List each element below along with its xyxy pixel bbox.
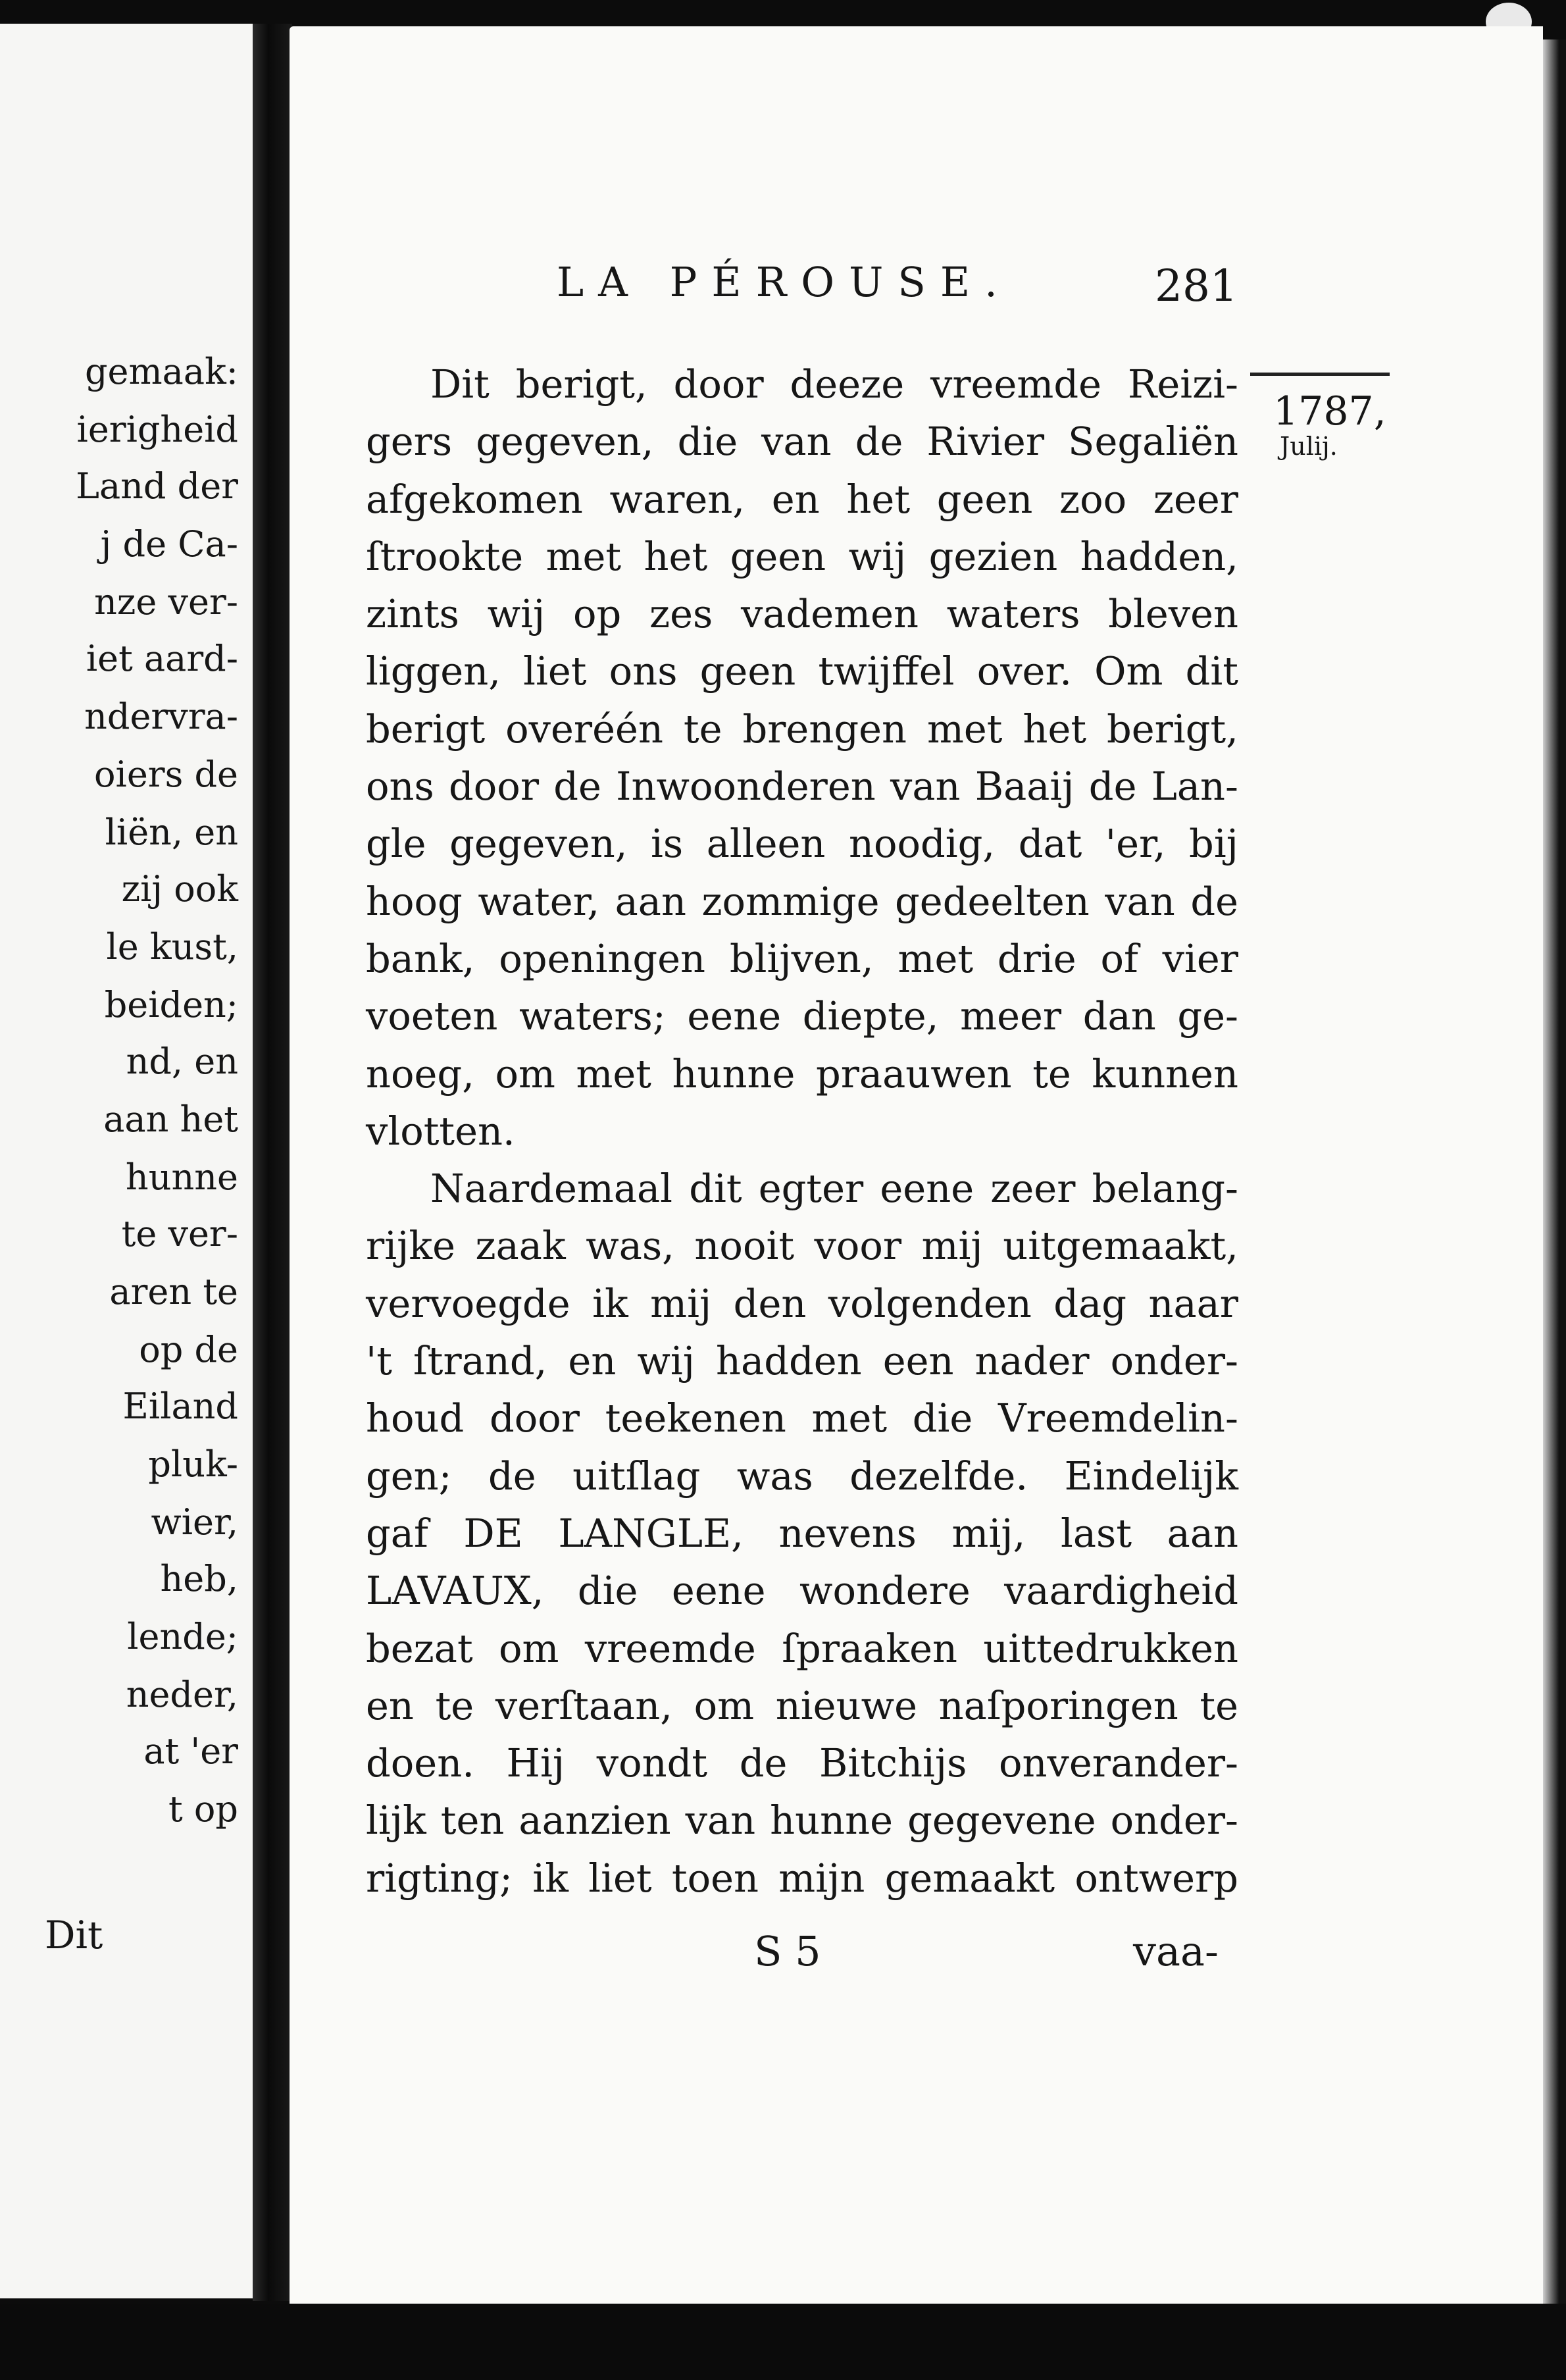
left-text-line: t op: [168, 1788, 238, 1830]
text-line: gen; de uitſlag was dezelfde. Eindelijk: [366, 1453, 1238, 1499]
left-text-line: wier,: [151, 1501, 238, 1543]
previous-page-fragment: [0, 24, 253, 2298]
left-text-line: le kust,: [106, 926, 238, 968]
text-line: houd door teekenen met die Vreemdelin-: [366, 1395, 1238, 1441]
left-text-line: op de: [139, 1329, 238, 1370]
text-line: bank, openingen blijven, met drie of vier: [366, 935, 1238, 981]
left-text-line: pluk-: [148, 1443, 238, 1485]
left-text-line: aan het: [103, 1099, 238, 1140]
text-line: doen. Hij vondt de Bitchijs onverander-: [366, 1740, 1238, 1786]
text-line: lijk ten aanzien van hunne gegevene onder-: [366, 1798, 1238, 1844]
left-text-line: neder,: [126, 1674, 238, 1715]
left-text-line: nze ver-: [94, 581, 238, 623]
text-line: en te verſtaan, om nieuwe naſporingen te: [366, 1682, 1238, 1728]
text-line: gle gegeven, is alleen noodig, dat 'er, bij: [366, 821, 1238, 867]
left-text-line: iet aard-: [86, 638, 238, 679]
left-text-line: gemaak:: [84, 351, 238, 392]
left-text-line: zij ook: [121, 868, 238, 910]
left-text-line: at 'er: [143, 1730, 238, 1772]
text-line: berigt overéén te brengen met het berigt,: [366, 706, 1238, 752]
text-line: gaf DE LANGLE, nevens mij, last aan: [366, 1510, 1238, 1556]
margin-rule: [1250, 373, 1390, 376]
text-line: vlotten.: [366, 1108, 515, 1154]
text-line: voeten waters; eene diepte, meer dan ge-: [366, 993, 1238, 1039]
text-line: ons door de Inwoonderen van Baaij de Lan-: [366, 763, 1238, 810]
scan-bottom-border: [0, 2304, 1566, 2380]
text-line: afgekomen waren, en het geen zoo zeer: [366, 476, 1238, 522]
text-line: zints wij op zes vademen waters bleven: [366, 591, 1238, 637]
running-head: LA PÉROUSE.: [557, 258, 1012, 306]
left-text-line: Eiland: [122, 1385, 238, 1427]
text-line: 't ſtrand, en wij hadden een nader onder-: [366, 1338, 1238, 1384]
text-line: noeg, om met hunne praauwen te kunnen: [366, 1050, 1238, 1097]
left-text-line: ndervra-: [84, 696, 238, 737]
text-line: hoog water, aan zommige gedeelten van de: [366, 878, 1238, 924]
left-text-line: Land der: [76, 465, 238, 507]
text-line: Naardemaal dit egter eene zeer belang-: [430, 1166, 1238, 1212]
text-line: vervoegde ik mij den volgenden dag naar: [366, 1280, 1238, 1326]
margin-year: 1787,: [1273, 388, 1386, 434]
text-line: LAVAUX, die eene wondere vaardigheid: [366, 1568, 1238, 1614]
text-line: gers gegeven, die van de Rivier Segaliën: [366, 419, 1238, 465]
text-line: rijke zaak was, nooit voor mij uitgemaakt,: [366, 1223, 1238, 1269]
page-edge-shadow: [1543, 39, 1566, 2343]
text-line: bezat om vreemde ſpraaken uittedrukken: [366, 1625, 1238, 1671]
left-text-line: heb,: [160, 1558, 238, 1599]
page-number: 281: [1155, 261, 1238, 311]
left-text-line: nd, en: [126, 1041, 238, 1082]
left-text-line: te ver-: [121, 1213, 238, 1255]
text-line: liggen, liet ons geen twijffel over. Om dit: [366, 648, 1238, 694]
left-text-line: beiden;: [104, 984, 238, 1025]
book-gutter: [253, 24, 292, 2301]
left-text-line: oiers de: [94, 754, 238, 795]
text-line: ſtrookte met het geen wij gezien hadden,: [366, 533, 1238, 579]
left-text-line: lende;: [127, 1616, 238, 1657]
catchword: vaa-: [1133, 1927, 1219, 1975]
signature-mark: S 5: [754, 1927, 821, 1975]
text-line: Dit berigt, door deeze vreemde Reizi-: [430, 361, 1238, 407]
left-catchword: Dit: [45, 1913, 103, 1957]
left-text-line: hunne: [125, 1156, 238, 1198]
left-text-line: aren te: [109, 1271, 238, 1312]
margin-month: Julij.: [1280, 432, 1338, 461]
left-text-line: liën, en: [105, 812, 238, 853]
text-line: rigting; ik liet toen mijn gemaakt ontwerp: [366, 1855, 1238, 1901]
left-text-line: j de Ca-: [100, 523, 238, 565]
body-text: [366, 355, 1238, 1907]
left-text-line: ierigheid: [76, 409, 238, 450]
